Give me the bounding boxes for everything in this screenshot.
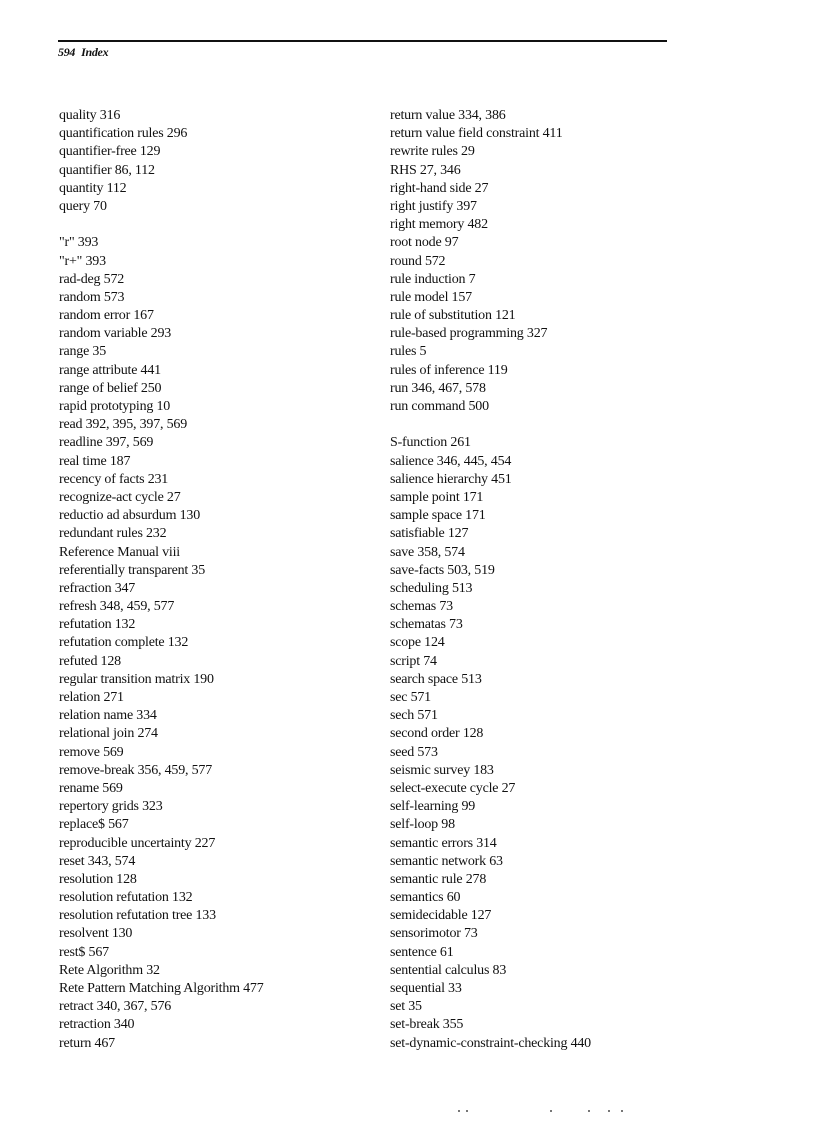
scan-specks <box>458 1110 638 1113</box>
index-entry: reset 343, 574 <box>59 853 136 869</box>
index-entry: retract 340, 367, 576 <box>59 999 172 1015</box>
index-entry: self-loop 98 <box>390 817 455 833</box>
index-entry: semantic errors 314 <box>390 835 497 851</box>
index-entry: return 467 <box>59 1035 115 1051</box>
index-entry: rad-deg 572 <box>59 271 125 287</box>
index-entry: right justify 397 <box>390 198 477 214</box>
index-entry: round 572 <box>390 253 446 269</box>
index-entry: sec 571 <box>390 690 431 705</box>
index-entry: rename 569 <box>59 780 123 796</box>
index-entry: S-function 261 <box>390 435 471 451</box>
index-entry: run command 500 <box>390 399 489 414</box>
index-entry: rapid prototyping 10 <box>59 399 171 414</box>
index-entry: reductio ad absurdum 130 <box>59 508 200 524</box>
index-entry: referentially transparent 35 <box>59 562 205 578</box>
index-entry: refutation complete 132 <box>59 635 189 651</box>
group-gap <box>390 416 591 434</box>
index-entry: remove 569 <box>59 744 124 760</box>
index-entry: semantic rule 278 <box>390 871 487 887</box>
index-entry: read 392, 395, 397, 569 <box>59 417 187 433</box>
running-head <box>58 45 108 60</box>
index-entry: seismic survey 183 <box>390 762 494 778</box>
index-entry: search space 513 <box>390 671 482 687</box>
index-entry: random 573 <box>59 289 125 305</box>
index-entry: run 346, 467, 578 <box>390 380 486 396</box>
index-entry: sample space 171 <box>390 508 486 524</box>
index-entry: set-dynamic-constraint-checking 440 <box>390 1035 591 1051</box>
index-entry: sequential 33 <box>390 981 462 996</box>
index-entry: set-break 355 <box>390 1017 464 1033</box>
index-entry: salience 346, 445, 454 <box>390 453 512 469</box>
index-column-left <box>59 107 264 1053</box>
index-entry: rule induction 7 <box>390 271 476 287</box>
index-entry: sentence 61 <box>390 944 454 960</box>
index-entry: random variable 293 <box>59 326 172 342</box>
index-entry: return value field constraint 411 <box>390 126 563 142</box>
index-entry: sample point 171 <box>390 489 484 505</box>
index-entry: schemas 73 <box>390 599 453 615</box>
index-entry: right memory 482 <box>390 217 488 233</box>
section-title: Index <box>81 45 109 59</box>
index-entry: semantic network 63 <box>390 853 503 869</box>
index-entry: second order 128 <box>390 726 484 742</box>
index-entry: random error 167 <box>59 308 154 324</box>
index-entry: range 35 <box>59 344 106 360</box>
index-entry: Rete Pattern Matching Algorithm 477 <box>59 981 264 996</box>
index-entry: rule of substitution 121 <box>390 308 516 324</box>
index-entry: range attribute 441 <box>59 362 161 378</box>
index-entry: semantics 60 <box>390 890 461 906</box>
index-entry: save-facts 503, 519 <box>390 562 495 578</box>
index-entry: resolution refutation 132 <box>59 890 193 906</box>
index-entry: rules 5 <box>390 344 427 360</box>
index-entry: sentential calculus 83 <box>390 962 507 978</box>
index-entry: real time 187 <box>59 453 131 469</box>
index-entry: relation 271 <box>59 690 124 705</box>
index-entry: refutation 132 <box>59 617 136 633</box>
index-entry: readline 397, 569 <box>59 435 154 451</box>
index-entry: "r" 393 <box>59 235 99 251</box>
group-gap <box>59 216 264 234</box>
index-entry: satisfiable 127 <box>390 526 469 542</box>
index-entry: Reference Manual viii <box>59 544 180 560</box>
index-entry: semidecidable 127 <box>390 908 492 924</box>
index-entry: redundant rules 232 <box>59 526 167 542</box>
index-entry: relation name 334 <box>59 708 157 724</box>
index-entry: save 358, 574 <box>390 544 465 560</box>
index-entry: reproducible uncertainty 227 <box>59 835 216 851</box>
header-rule <box>58 40 667 42</box>
index-entry: right-hand side 27 <box>390 180 489 196</box>
index-entry: retraction 340 <box>59 1017 135 1033</box>
index-entry: "r+" 393 <box>59 253 106 269</box>
index-entry: resolution refutation tree 133 <box>59 908 216 924</box>
index-entry: schematas 73 <box>390 617 463 633</box>
index-entry: salience hierarchy 451 <box>390 471 512 487</box>
index-entry: repertory grids 323 <box>59 799 163 815</box>
index-entry: root node 97 <box>390 235 459 251</box>
index-entry: rest$ 567 <box>59 944 109 960</box>
index-entry: relational join 274 <box>59 726 158 742</box>
page-number: 594 <box>58 45 76 59</box>
index-entry: RHS 27, 346 <box>390 162 461 178</box>
index-entry: refuted 128 <box>59 653 121 669</box>
index-entry: recency of facts 231 <box>59 471 169 487</box>
index-entry: range of belief 250 <box>59 380 162 396</box>
index-entry: quantification rules 296 <box>59 126 188 142</box>
index-entry: seed 573 <box>390 744 438 760</box>
index-entry: sech 571 <box>390 708 438 724</box>
index-entry: remove-break 356, 459, 577 <box>59 762 213 778</box>
index-entry: resolvent 130 <box>59 926 133 942</box>
index-entry: refresh 348, 459, 577 <box>59 599 175 615</box>
index-entry: set 35 <box>390 999 422 1015</box>
index-entry: script 74 <box>390 653 437 669</box>
index-entry: refraction 347 <box>59 580 136 596</box>
index-entry: quantifier-free 129 <box>59 144 161 160</box>
index-entry: select-execute cycle 27 <box>390 780 516 796</box>
index-entry: scheduling 513 <box>390 580 473 596</box>
index-entry: self-learning 99 <box>390 799 476 815</box>
index-entry: quantifier 86, 112 <box>59 162 155 178</box>
index-entry: replace$ 567 <box>59 817 129 833</box>
index-entry: return value 334, 386 <box>390 108 506 123</box>
index-entry: query 70 <box>59 198 107 214</box>
index-column-right <box>390 107 591 1053</box>
index-entry: scope 124 <box>390 635 445 651</box>
index-entry: quality 316 <box>59 108 121 123</box>
index-entry: resolution 128 <box>59 871 137 887</box>
index-entry: sensorimotor 73 <box>390 926 478 942</box>
index-entry: quantity 112 <box>59 180 127 196</box>
index-entry: rule model 157 <box>390 289 472 305</box>
index-entry: rules of inference 119 <box>390 362 508 378</box>
index-entry: recognize-act cycle 27 <box>59 489 181 505</box>
index-entry: regular transition matrix 190 <box>59 671 214 687</box>
index-entry: rule-based programming 327 <box>390 326 548 342</box>
index-entry: Rete Algorithm 32 <box>59 962 160 978</box>
index-entry: rewrite rules 29 <box>390 144 475 160</box>
